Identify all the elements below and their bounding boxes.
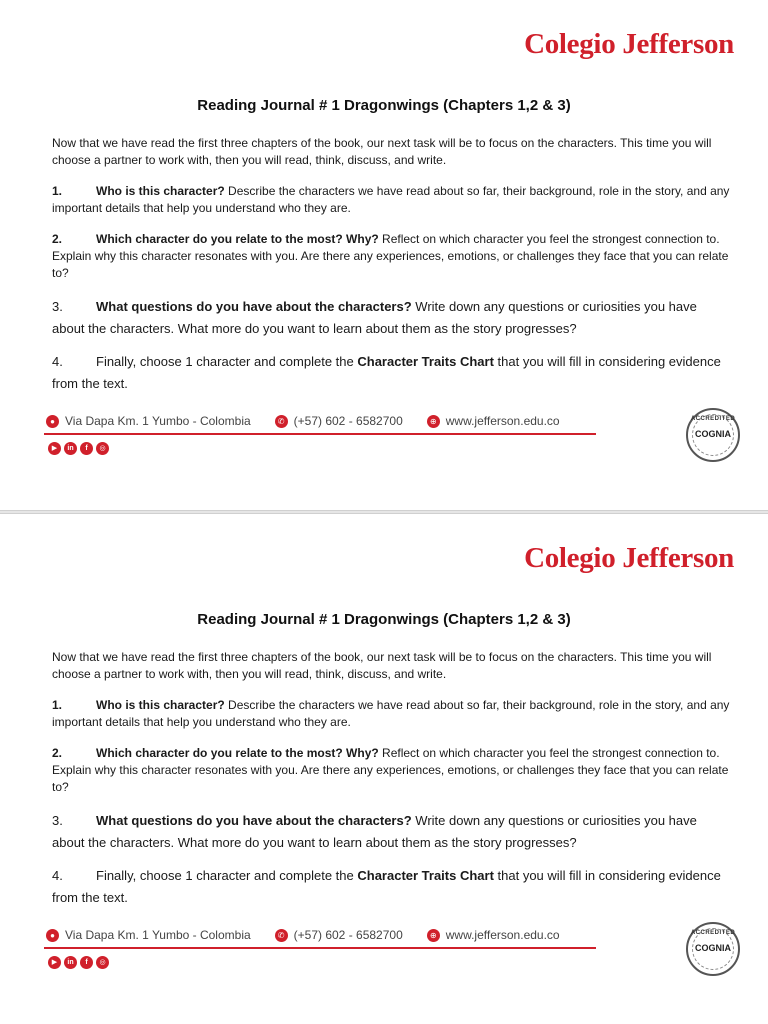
intro-paragraph: Now that we have read the first three chapters of the book, our next task will be to focus on the characters. This time you will choose a partner to work with, then you will read, think, discuss, and write.: [52, 136, 712, 167]
document-page-2: [0, 514, 768, 1024]
linkedin-icon[interactable]: in: [64, 442, 77, 455]
item-text: Describe the characters we have read about so far, their background, role in the story, and any important details that help you understand who they are.: [52, 184, 730, 215]
item-number: 1.: [52, 698, 63, 712]
instagram-icon[interactable]: ◎: [96, 442, 109, 455]
item-text: Reflect on which character you feel the strongest connection to. Explain why this character resonates with you. Are there any experiences, emotions, or challenges they face that you can relate to?: [52, 232, 729, 280]
website-link[interactable]: www.jefferson.edu.co: [445, 414, 560, 428]
item-text-before: Finally, choose 1 character and complete the: [96, 868, 358, 883]
address-text: Via Dapa Km. 1 Yumbo - Colombia: [65, 414, 251, 428]
question-item-1: [52, 697, 732, 731]
phone-text: (+57) 602 - 6582700: [293, 928, 403, 942]
seal-name: COGNIA: [695, 429, 731, 439]
footer-divider: [44, 433, 596, 435]
item-number: 2.: [52, 746, 63, 760]
item-number: 4.: [52, 354, 63, 369]
seal-name: COGNIA: [695, 943, 731, 953]
footer-contact: [46, 925, 584, 945]
item-emphasis: Character Traits Chart: [357, 868, 494, 883]
item-text-after: that you will fill in considering evidence from the text.: [52, 868, 721, 905]
item-text: Reflect on which character you feel the strongest connection to. Explain why this character resonates with you. Are there any experiences, emotions, or challenges they face that you can relate to?: [52, 746, 729, 794]
question-item-3: [52, 296, 732, 340]
question-item-3: [52, 810, 732, 854]
social-icons: [48, 956, 112, 969]
item-question: What questions do you have about the characters?: [96, 813, 412, 828]
question-item-2: [52, 231, 732, 282]
question-item-1: [52, 183, 732, 217]
accreditation-seal: [686, 408, 740, 462]
item-question: Which character do you relate to the most? Why?: [96, 232, 379, 246]
globe-icon: ⊕: [427, 415, 440, 428]
social-icons: [48, 442, 112, 455]
instagram-icon[interactable]: ◎: [96, 956, 109, 969]
item-text-after: that you will fill in considering evidence from the text.: [52, 354, 721, 391]
journal-title: Reading Journal # 1 Dragonwings (Chapters 1,2 & 3): [197, 611, 571, 628]
accreditation-seal: [686, 922, 740, 976]
item-text: Describe the characters we have read about so far, their background, role in the story, and any important details that help you understand who they are.: [52, 698, 730, 729]
website-link[interactable]: www.jefferson.edu.co: [445, 928, 560, 942]
item-text: Write down any questions or curiosities you have about the characters. What more do you want to learn about them as the story progresses?: [52, 299, 697, 336]
item-text-before: Finally, choose 1 character and complete the: [96, 354, 358, 369]
footer-website[interactable]: [427, 928, 560, 942]
facebook-icon[interactable]: f: [80, 442, 93, 455]
item-number: 1.: [52, 184, 63, 198]
item-number: 2.: [52, 232, 63, 246]
item-question: What questions do you have about the characters?: [96, 299, 412, 314]
question-item-4: [52, 865, 732, 909]
seal-top-text: ACCREDITED: [690, 416, 736, 422]
item-question: Who is this character?: [96, 184, 225, 198]
school-logo: Colegio Jefferson: [524, 542, 734, 574]
item-number: 3.: [52, 299, 63, 314]
facebook-icon[interactable]: f: [80, 956, 93, 969]
footer-contact: [46, 411, 584, 431]
youtube-icon[interactable]: ▶: [48, 442, 61, 455]
document-page-1: [0, 0, 768, 510]
footer-divider: [44, 947, 596, 949]
question-item-4: [52, 351, 732, 395]
item-emphasis: Character Traits Chart: [357, 354, 494, 369]
phone-icon: ✆: [275, 415, 288, 428]
item-number: 4.: [52, 868, 63, 883]
location-pin-icon: ●: [46, 929, 59, 942]
youtube-icon[interactable]: ▶: [48, 956, 61, 969]
address-text: Via Dapa Km. 1 Yumbo - Colombia: [65, 928, 251, 942]
item-number: 3.: [52, 813, 63, 828]
seal-top-text: ACCREDITED: [690, 930, 736, 936]
item-question: Who is this character?: [96, 698, 225, 712]
globe-icon: ⊕: [427, 929, 440, 942]
item-text: Write down any questions or curiosities you have about the characters. What more do you want to learn about them as the story progresses?: [52, 813, 697, 850]
footer-phone: [275, 928, 403, 942]
question-item-2: [52, 745, 732, 796]
footer-address: [46, 414, 251, 428]
journal-title: Reading Journal # 1 Dragonwings (Chapters 1,2 & 3): [197, 97, 571, 114]
intro-paragraph: Now that we have read the first three chapters of the book, our next task will be to focus on the characters. This time you will choose a partner to work with, then you will read, think, discuss, and write.: [52, 650, 712, 681]
footer-address: [46, 928, 251, 942]
location-pin-icon: ●: [46, 415, 59, 428]
footer-website[interactable]: [427, 414, 560, 428]
linkedin-icon[interactable]: in: [64, 956, 77, 969]
item-question: Which character do you relate to the most? Why?: [96, 746, 379, 760]
footer-phone: [275, 414, 403, 428]
school-logo: Colegio Jefferson: [524, 28, 734, 60]
phone-text: (+57) 602 - 6582700: [293, 414, 403, 428]
phone-icon: ✆: [275, 929, 288, 942]
